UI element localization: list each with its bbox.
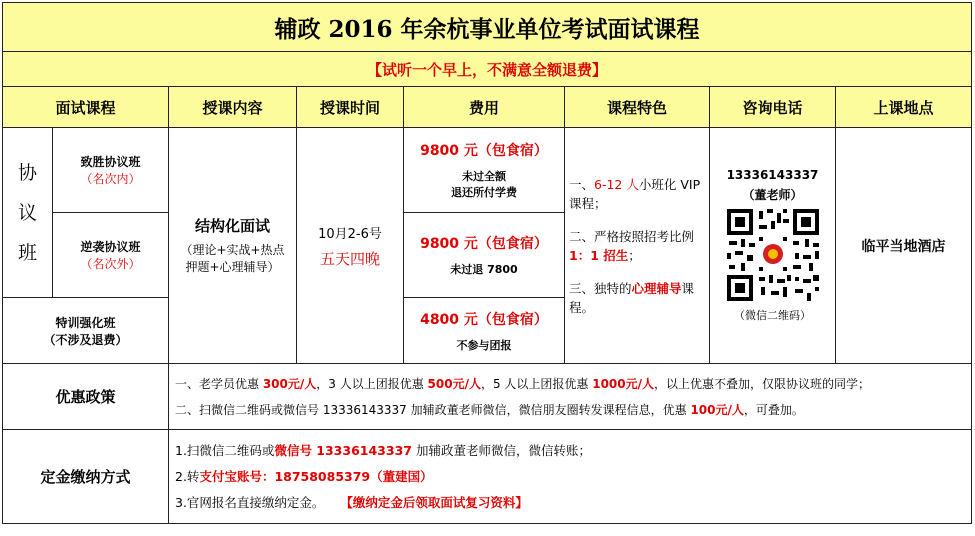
header-contact: 咨询电话 bbox=[710, 87, 836, 128]
header-content: 授课内容 bbox=[169, 87, 297, 128]
course-table bbox=[2, 2, 972, 524]
page-subtitle: 【试听一个早上，不满意全额退费】 bbox=[3, 52, 972, 87]
fee-3: 4800 元（包食宿） 不参与团报 bbox=[404, 298, 565, 364]
fee-1: 9800 元（包食宿） 未过全额 退还所付学费 bbox=[404, 128, 565, 213]
course-group-label: 协 议 班 bbox=[3, 128, 53, 298]
payment-label: 定金缴纳方式 bbox=[3, 430, 169, 524]
payment-line-2: 2.转支付宝账号：18758085379（董建国） bbox=[175, 468, 433, 484]
payment-line-1: 1.扫微信二维码或微信号 13336143337 加辅政董老师微信，微信转账； bbox=[175, 442, 591, 458]
policy-label: 优惠政策 bbox=[3, 364, 169, 430]
feature-3: 三、独特的心理辅导课程。 bbox=[569, 280, 695, 315]
class-texun: 特训强化班 （不涉及退费） bbox=[3, 298, 169, 364]
header-course: 面试课程 bbox=[3, 87, 169, 128]
page-title: 辅政 2016 年余杭事业单位考试面试课程 bbox=[3, 3, 972, 52]
header-time: 授课时间 bbox=[297, 87, 404, 128]
location: 临平当地酒店 bbox=[836, 128, 972, 364]
course-time: 10月2-6号 五天四晚 bbox=[297, 128, 404, 364]
feature-1: 一、6-12 人小班化 VIP 课程； bbox=[569, 176, 701, 211]
policy-content bbox=[169, 364, 972, 430]
course-content: 结构化面试 （理论+实战+热点押题+心理辅导） bbox=[169, 128, 297, 364]
qr-caption: （微信二维码） bbox=[734, 309, 811, 322]
contact-phone: 13336143337 bbox=[726, 168, 819, 182]
class-zhisheng: 致胜协议班 （名次内） bbox=[53, 128, 169, 213]
header-features: 课程特色 bbox=[565, 87, 710, 128]
course-features bbox=[565, 128, 710, 364]
payment-line-3: 3.官网报名直接缴纳定金。 【缴纳定金后领取面试复习资料】 bbox=[175, 494, 528, 510]
wechat-qr-code[interactable] bbox=[725, 207, 821, 303]
fee-2: 9800 元（包食宿） 未过退 7800 bbox=[404, 213, 565, 298]
contact-cell bbox=[710, 128, 836, 364]
header-fee: 费用 bbox=[404, 87, 565, 128]
policy-line-2: 二、扫微信二维码或微信号 13336143337 加辅政董老师微信，微信朋友圈转发课程信息，优惠 100元/人，可叠加。 bbox=[175, 402, 804, 417]
header-location: 上课地点 bbox=[836, 87, 972, 128]
policy-line-1: 一、老学员优惠 300元/人，3 人以上团报优惠 500元/人，5 人以上团报优惠 1000元/人，以上优惠不叠加，仅限协议班的同学； bbox=[175, 376, 871, 391]
payment-content bbox=[169, 430, 972, 524]
contact-name: （董老师） bbox=[742, 188, 803, 202]
feature-2: 二、严格按照招考比例 1：1 招生； bbox=[569, 228, 695, 263]
class-nixi: 逆袭协议班 （名次外） bbox=[53, 213, 169, 298]
qr-icon bbox=[725, 207, 821, 303]
